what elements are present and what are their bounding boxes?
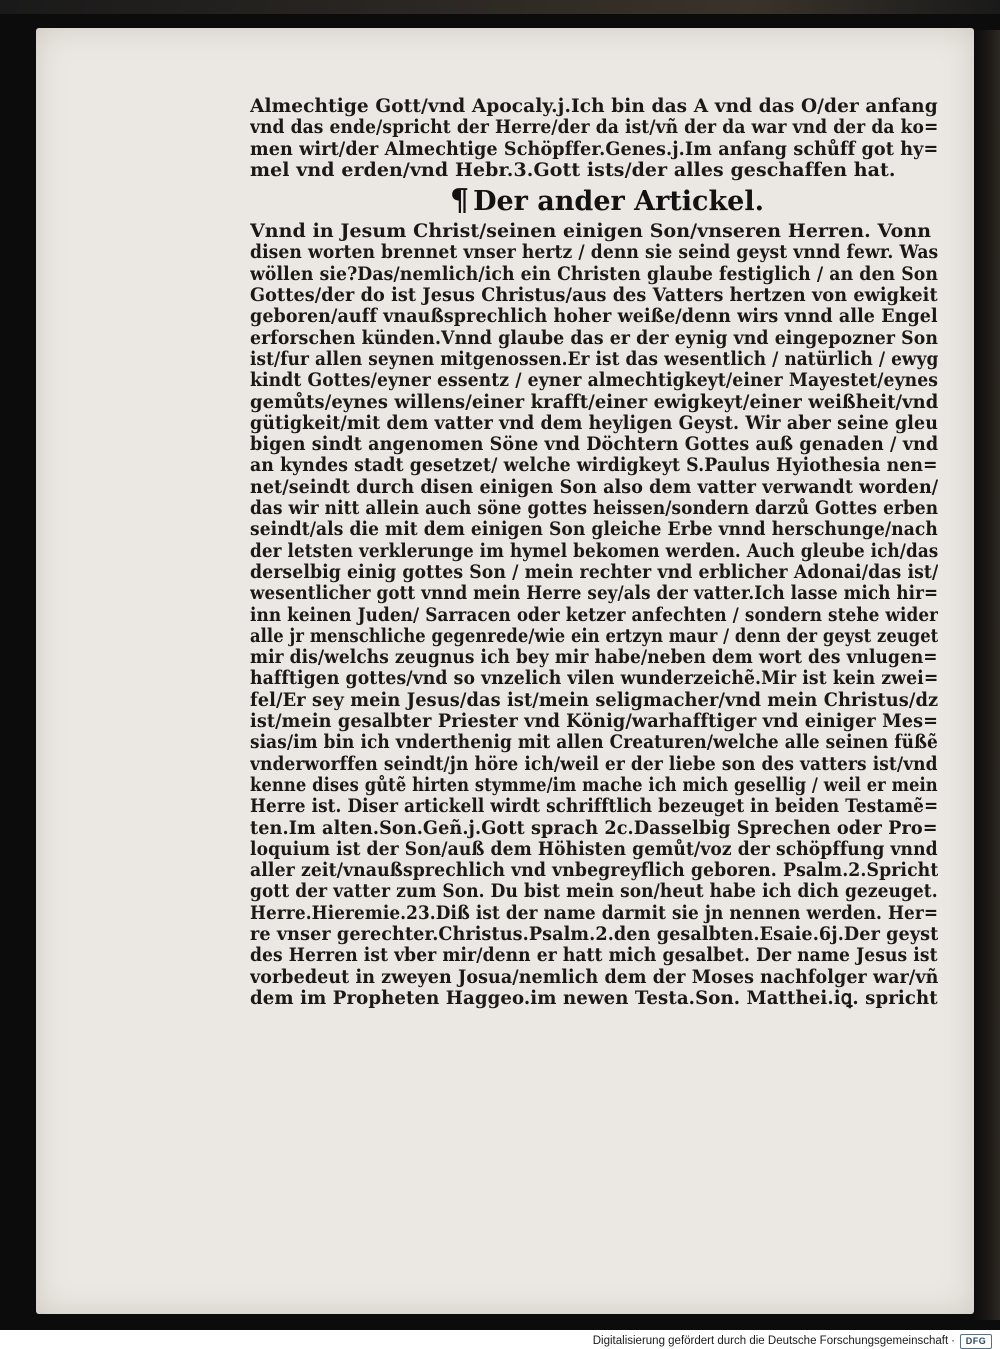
text-line: an kyndes stadt gesetzet/ welche wirdigkeyt S.Paulus Hyiothesia nen= [250, 455, 938, 477]
text-line: geboren/auff vnaußsprechlich hoher weiße/denn wirs vnnd alle Engel [250, 306, 938, 328]
text-line: mir dis/welchs zeugnus ich bey mir habe/neben dem wort des vnlugen= [250, 647, 938, 669]
text-line: hafftigen gottes/vnd so vnzelich vilen wunderzeichẽ.Mir ist kein zwei= [250, 668, 938, 690]
text-line: derselbig einig gottes Son / mein rechter vnd erblicher Adonai/das ist/ [250, 561, 938, 583]
text-line: gemůts/eynes willens/einer krafft/einer ewigkeyt/einer weißheit/vnd [250, 391, 938, 413]
intro-paragraph [250, 96, 940, 181]
text-line: disen worten brennet vnser hertz / denn sie seind geyst vnnd fewr. Was [250, 242, 938, 264]
text-line: inn keinen Juden/ Sarracen oder ketzer anfechten / sondern stehe wider [250, 604, 938, 626]
text-line: men wirt/der Almechtige Schöpffer.Genes.j.Im anfang schůff got hy= [250, 138, 938, 160]
scan-top-edge [0, 0, 1000, 14]
footer-separator: · [951, 1335, 955, 1347]
footer-credit: Digitalisierung gefördert durch die Deutsche Forschungsgemeinschaft [592, 1335, 949, 1347]
text-line: wöllen sie?Das/nemlich/ich ein Christen glaube festiglich / an den Son [250, 263, 938, 285]
text-line: Vnnd in Jesum Christ/seinen einigen Son/vnseren Herren. Vonn [250, 221, 932, 243]
text-line: erforschen künden.Vnnd glaube das er der eynig vnd eingepozner Son [250, 327, 938, 349]
article-body [250, 221, 940, 1009]
text-line: alle jr menschliche gegenrede/wie ein ertzyn maur / denn der geyst zeuget [250, 625, 938, 647]
text-line: ten.Im alten.Son.Geñ.j.Gott sprach 2c.Dasselbig Sprechen oder Pro= [250, 817, 938, 839]
text-line: dem im Propheten Haggeo.im newen Testa.Son. Matthei.iꝗ. spricht [250, 987, 938, 1009]
text-line: Herre.Hieremie.23.Diß ist der name darmit sie jn nennen werden. Her= [250, 902, 938, 924]
text-line: net/seindt durch disen einigen Son also dem vatter verwandt worden/ [250, 476, 938, 498]
text-line: aller zeit/vnaußsprechlich vnd vnbegreyflich geboren. Psalm.2.Spricht [250, 860, 938, 882]
article-heading [250, 181, 940, 221]
text-line: vnd das ende/spricht der Herre/der da ist/vñ der da war vnd der da ko= [250, 117, 938, 139]
text-line: vorbedeut in zweyen Josua/nemlich dem der Moses nachfolger war/vñ [250, 966, 938, 988]
text-line: seindt/als die mit dem einigen Son gleiche Erbe vnnd herschunge/nach [250, 519, 938, 541]
text-line: Herre ist. Diser artickell wirdt schrifftlich bezeuget in beiden Testamẽ= [250, 796, 938, 818]
text-line: fel/Er sey mein Jesus/das ist/mein seligmacher/vnd mein Christus/dz [250, 689, 938, 711]
text-line: sias/im bin ich vnderthenig mit allen Creaturen/welche alle seinen füßẽ [250, 732, 938, 754]
pilcrow-mark: ¶ [450, 183, 470, 219]
text-line: des Herren ist vber mir/denn er hatt mich gesalbet. Der name Jesus ist [250, 945, 938, 967]
text-line: der letsten verklerunge im hymel bekomen werden. Auch gleube ich/das [250, 540, 938, 562]
text-line: Almechtige Gott/vnd Apocaly.j.Ich bin das A vnd das O/der anfang [250, 96, 938, 117]
text-line: loquium ist der Son/auß dem Höhisten gemůt/voz der schöpffung vnnd [250, 838, 938, 860]
dfg-logo-icon: DFG [960, 1334, 992, 1349]
text-line: vnderworffen seindt/jn höre ich/weil er der liebe son des vatters ist/vnd [250, 753, 938, 775]
page-text [250, 96, 940, 1009]
text-line: gott der vatter zum Son. Du bist mein son/heut habe ich dich gezeuget. [250, 881, 938, 903]
text-line: ist/mein gesalbter Priester vnd König/warhafftiger vnd einiger Mes= [250, 711, 938, 733]
digitization-footer [593, 1333, 992, 1349]
text-line: ist/fur allen seynen mitgenossen.Er ist das wesentlich / natürlich / ewyg [250, 348, 938, 370]
text-line: das wir nitt allein auch söne gottes heissen/sondern darzů Gottes erben [250, 498, 938, 520]
text-line: kenne dises gůtẽ hirten stymme/im mache ich mich gesellig / weil er mein [250, 774, 938, 796]
text-line: re vnser gerechter.Christus.Psalm.2.den gesalbten.Esaie.6j.Der geyst [250, 923, 938, 945]
article-heading-text: Der ander Artickel. [473, 186, 765, 218]
text-line: kindt Gottes/eyner essentz / eyner almechtigkeyt/einer Mayestet/eynes [250, 370, 938, 392]
scan-right-edge [975, 30, 1000, 1320]
text-line: mel vnd erden/vnd Hebr.3.Gott ists/der alles geschaffen hat. [250, 159, 896, 181]
text-line: Gottes/der do ist Jesus Christus/aus des Vatters hertzen von ewigkeit [250, 285, 938, 307]
text-line: bigen sindt angenomen Söne vnd Döchtern Gottes auß genaden / vnd [250, 434, 938, 456]
text-line: gütigkeit/mit dem vatter vnd dem heyligen Geyst. Wir aber seine gleu [250, 412, 938, 434]
text-line: wesentlicher gott vnnd mein Herre sey/als der vatter.Ich lasse mich hir= [250, 583, 938, 605]
